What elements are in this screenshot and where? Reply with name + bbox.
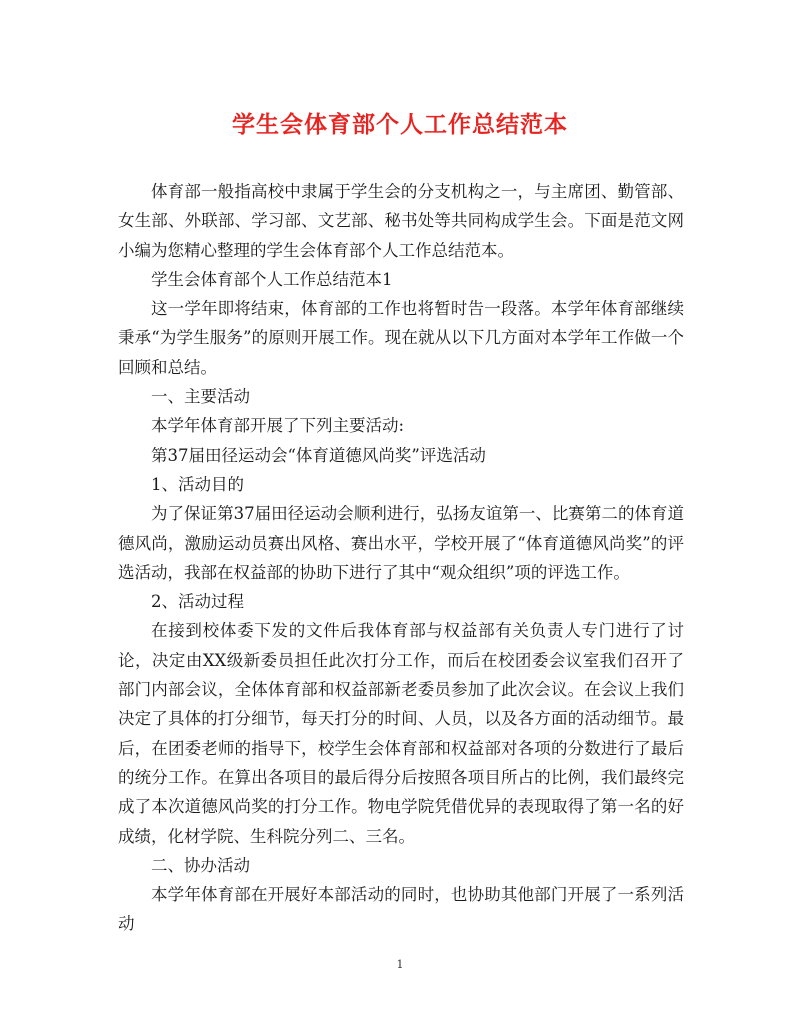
section-heading-co-activities: 二、协办活动 — [151, 855, 250, 875]
paragraph-activities-lead: 本学年体育部开展了下列主要活动: — [151, 416, 405, 436]
subheading-activity-process: 2、活动过程 — [151, 592, 244, 612]
document-body — [118, 177, 684, 939]
page-number: 1 — [396, 958, 404, 971]
subheading-activity-purpose: 1、活动目的 — [151, 474, 244, 494]
document-title: 学生会体育部个人工作总结范本 — [232, 112, 568, 138]
paragraph-activity-name: 第37届田径运动会“体育道德风尚奖”评选活动 — [151, 445, 486, 465]
paragraph-activity-process: 在接到校体委下发的文件后我体育部与权益部有关负责人专门进行了讨论，决定由XX级新委员担任此次打分工作，而后在校团委会议室我们召开了部门内部会议，全体体育部和权益部新老委员参加了此次会议。在会议上我们决定了具体的打分细节，每天打分的时间、人员，以及各方面的活动细节。最后，在团委老师的指导下，校学生会体育部和权益部对各项的分数进行了最后的统分工作。在算出各项目的最后得分后按照各项目所占的比例，我们最终完成了本次道德风尚奖的打分工作。物电学院凭借优异的表现取得了第一名的好成绩，化材学院、生科院分列二、三名。 — [118, 621, 684, 846]
paragraph-overview: 这一学年即将结束，体育部的工作也将暂时告一段落。本学年体育部继续秉承“为学生服务”的原则开展工作。现在就从以下几方面对本学年工作做一个回顾和总结。 — [118, 299, 684, 377]
paragraph-activity-purpose: 为了保证第37届田径运动会顺利进行，弘扬友谊第一、比赛第二的体育道德风尚，激励运动员赛出风格、赛出水平，学校开展了“体育道德风尚奖”的评选活动，我部在权益部的协助下进行了其中“观众组织”项的评选工作。 — [118, 504, 684, 582]
section-heading-main-activities: 一、主要活动 — [151, 387, 250, 407]
paragraph-intro: 体育部一般指高校中隶属于学生会的分支机构之一，与主席团、勤管部、女生部、外联部、学习部、文艺部、秘书处等共同构成学生会。下面是范文网小编为您精心整理的学生会体育部个人工作总结范本。 — [118, 182, 684, 260]
paragraph-sample-heading: 学生会体育部个人工作总结范本1 — [151, 269, 393, 289]
paragraph-co-activities: 本学年体育部在开展好本部活动的同时，也协助其他部门开展了一系列活动 — [118, 885, 684, 934]
